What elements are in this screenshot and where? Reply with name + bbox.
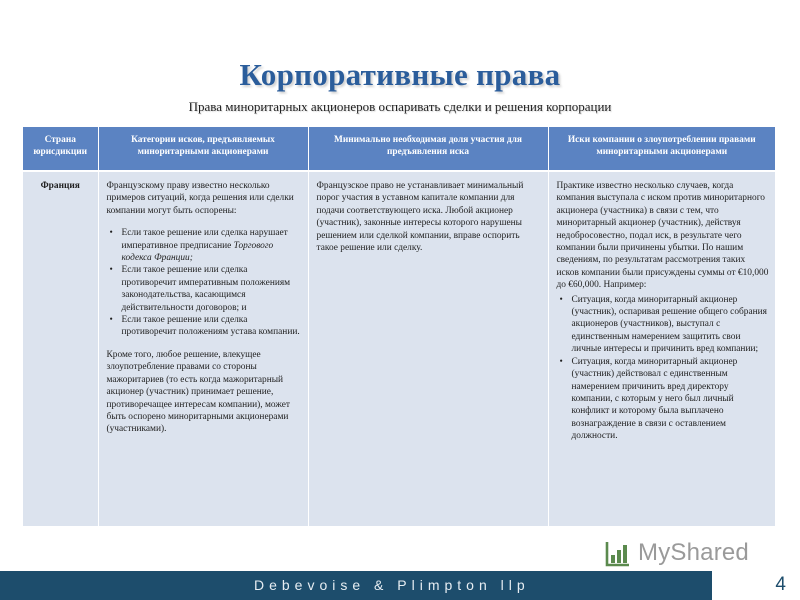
table-row <box>23 171 775 526</box>
claims-intro: Французскому праву известно несколько примеров ситуаций, когда решения или сделки компании могут быть оспорены: <box>106 181 294 216</box>
bullet-text-italic: Торгового кодекса Франции; <box>121 240 274 264</box>
cell-abuse-claims <box>548 171 775 526</box>
list-item: • Если такое решение или сделка противоречит императивным положениям законодательства, касающимся действительности договоров; и <box>122 264 302 314</box>
header-jurisdiction: Страна юрисдикции <box>23 127 98 171</box>
claims-outro: Кроме того, любое решение, влекущее злоупотребление правами со стороны мажоритариев (то есть когда мажоритарный акционер (участник) принимает решение, противоречащее интересам компании), может быть оспорено миноритарными акционерами (участниками). <box>106 349 290 435</box>
threshold-text: Французское право не устанавливает минимальный порог участия в уставном капитале компании для подачи соответствующего иска. Любой акционер (участник), законные интересы которого нарушены решением или сделкой компании, вправе оспорить такое решение или сделку. <box>316 181 524 254</box>
myshared-logo-icon <box>604 538 632 568</box>
slide-title: Корпоративные права <box>239 57 561 92</box>
header-abuse-claims: Иски компании о злоупотреблении правами миноритарными акционерами <box>548 127 775 171</box>
list-item: • Ситуация, когда миноритарный акционер (участник), оспаривая решение общего собрания акционеров (участников), выступал с единственным намерением защитить свои личные интересы и причинить вред компании; <box>572 294 770 356</box>
abuse-intro: Практике известно несколько случаев, когда компания выступала с иском против миноритарного акционера (участника) в связи с тем, что миноритарный акционер (участник), действуя недобросовестно, подал иск, в результате чего компании были причинены убытки. По нашим сведениям, по результатам рассмотрения таких исков компании были присуждены суммы от €10,000 до €60,000. Например: <box>556 181 769 291</box>
logo-text: MyShared <box>638 539 749 566</box>
header-min-share: Минимально необходимая доля участия для предъявления иска <box>308 127 548 171</box>
list-item: • Ситуация, когда миноритарный акционер (участник) действовал с единственным намерением причинить вред директору компании, с которым у него был личный конфликт и которому была выплачено вознаграждение в связи с оставлением должности. <box>572 356 770 443</box>
page-number-box <box>712 571 800 600</box>
myshared-logo <box>604 536 749 570</box>
table-header-row <box>23 127 775 171</box>
slide-subtitle: Права миноритарных акционеров оспаривать сделки и решения корпорации <box>188 99 612 114</box>
cell-country: Франция <box>23 171 98 526</box>
abuse-bullet-list <box>557 294 770 443</box>
cell-min-share <box>308 171 548 526</box>
header-claim-categories: Категории исков, предъявляемых миноритарными акционерами <box>98 127 308 171</box>
page-number: 4 <box>775 574 786 595</box>
claims-bullet-list <box>107 227 302 339</box>
footer-firm-name: Debevoise & Plimpton llp <box>254 577 530 593</box>
bullet-text: Если такое решение или сделка нарушает императивное предписание <box>121 228 288 251</box>
list-item: • Если такое решение или сделка противоречит положениям устава компании. <box>122 314 302 339</box>
comparison-table <box>23 127 775 526</box>
list-item <box>122 227 302 264</box>
footer-bar <box>0 571 800 600</box>
cell-claim-categories <box>98 171 308 526</box>
